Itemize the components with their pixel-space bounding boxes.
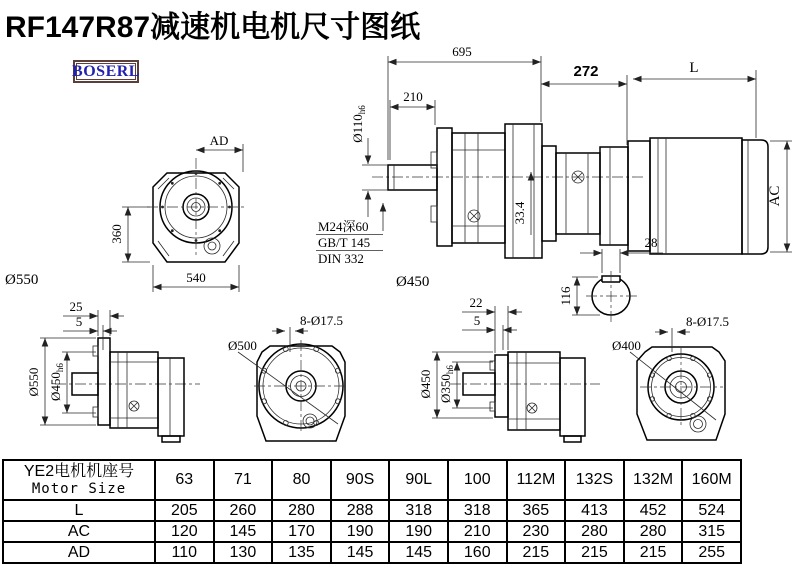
- cell-L-132m: 452: [624, 500, 683, 521]
- dim-540: 540: [186, 270, 206, 285]
- cell-AC-132s: 280: [565, 521, 624, 542]
- cell-AD-132m: 215: [624, 542, 683, 563]
- dim-360: 360: [109, 224, 124, 244]
- cell-L-160m: 524: [682, 500, 741, 521]
- col-header-100: 100: [448, 460, 507, 500]
- dim-dia500: Ø500: [228, 338, 257, 353]
- dim-272: 272: [573, 63, 599, 80]
- cell-L-112m: 365: [507, 500, 566, 521]
- bottom-side-view-1: [26, 299, 200, 442]
- cell-AC-80: 170: [272, 521, 331, 542]
- col-header-63: 63: [155, 460, 214, 500]
- cell-L-63: 205: [155, 500, 214, 521]
- cell-AC-63: 120: [155, 521, 214, 542]
- motor-size-header-cn: YE2电机机座号: [23, 463, 135, 480]
- dim-holes-b2: 8-Ø17.5: [300, 313, 343, 328]
- dim-116: 116: [558, 286, 573, 306]
- cell-L-90s: 288: [331, 500, 390, 521]
- bottom-side-view-2: [418, 295, 600, 442]
- dim-dia450-b1: $Ø450_{h6}$: [48, 363, 65, 401]
- shaft-section-view: [558, 235, 663, 322]
- cell-AC-132m: 280: [624, 521, 683, 542]
- cell-AD-132s: 215: [565, 542, 624, 563]
- dim-ad: AD: [209, 133, 229, 148]
- motor-size-header: [3, 460, 155, 500]
- table-row-L: [3, 500, 741, 521]
- note-gbt145: GB/T 145: [318, 235, 371, 250]
- note-m24: M24深60: [318, 219, 369, 234]
- cell-AC-71: 145: [214, 521, 273, 542]
- col-header-71: 71: [214, 460, 273, 500]
- col-header-80: 80: [272, 460, 331, 500]
- dim-5a: 5: [75, 314, 83, 329]
- col-header-90l: 90L: [389, 460, 448, 500]
- dim-dia550: Ø550: [5, 272, 39, 288]
- bottom-flange-view-1: [228, 313, 348, 441]
- side-view-gearbox-motor: [316, 44, 792, 290]
- table-header-row: [3, 460, 741, 500]
- dim-22: 22: [469, 295, 483, 310]
- col-header-132s: 132S: [565, 460, 624, 500]
- note-din332: DIN 332: [318, 251, 364, 266]
- dim-dia550-b1: Ø550: [26, 367, 41, 397]
- cell-AD-71: 130: [214, 542, 273, 563]
- dim-210: 210: [403, 89, 423, 104]
- row-label-AC: AC: [3, 521, 155, 542]
- cell-L-71: 260: [214, 500, 273, 521]
- col-header-160m: 160M: [682, 460, 741, 500]
- cell-L-100: 318: [448, 500, 507, 521]
- cell-AC-90l: 190: [389, 521, 448, 542]
- dim-holes-b4: 8-Ø17.5: [686, 314, 729, 329]
- dim-dia350-b3: $Ø350_{h6}$: [438, 365, 455, 403]
- dim-695: 695: [452, 44, 472, 59]
- cell-AD-63: 110: [155, 542, 214, 563]
- cell-AD-100: 160: [448, 542, 507, 563]
- cell-AC-160m: 315: [682, 521, 741, 542]
- dim-5b: 5: [473, 313, 481, 328]
- cell-L-132s: 413: [565, 500, 624, 521]
- dim-33-4: 33.4: [512, 201, 527, 225]
- cell-AD-80: 135: [272, 542, 331, 563]
- row-label-L: L: [3, 500, 155, 521]
- motor-size-header-en: Motor Size: [31, 481, 127, 497]
- page-title: RF147R87减速机电机尺寸图纸: [5, 11, 421, 44]
- motor-size-table: [2, 459, 742, 564]
- cell-AC-90s: 190: [331, 521, 390, 542]
- dim-L: L: [689, 60, 699, 76]
- cell-AD-160m: 255: [682, 542, 741, 563]
- dim-dia400: Ø400: [612, 338, 641, 353]
- cell-L-80: 280: [272, 500, 331, 521]
- col-header-112m: 112M: [507, 460, 566, 500]
- table-row-AD: [3, 542, 741, 563]
- dim-28: 28: [644, 235, 658, 250]
- cell-AC-100: 210: [448, 521, 507, 542]
- cell-L-90l: 318: [389, 500, 448, 521]
- boserl-logo-text: BOSERL: [72, 62, 140, 80]
- table-row-AC: [3, 521, 741, 542]
- cell-AD-90s: 145: [331, 542, 390, 563]
- dim-ac: AC: [767, 185, 783, 207]
- front-view-gearbox: [5, 133, 246, 292]
- bottom-flange-view-2: [612, 314, 729, 440]
- row-label-AD: AD: [3, 542, 155, 563]
- cell-AD-90l: 145: [389, 542, 448, 563]
- cell-AC-112m: 230: [507, 521, 566, 542]
- dim-dia450: Ø450: [396, 274, 430, 290]
- col-header-132m: 132M: [624, 460, 683, 500]
- dim-dia450-b3: Ø450: [418, 369, 433, 399]
- cell-AD-112m: 215: [507, 542, 566, 563]
- col-header-90s: 90S: [331, 460, 390, 500]
- dim-25: 25: [69, 299, 83, 314]
- dim-dia110: $Ø110_{h6}$: [350, 105, 367, 143]
